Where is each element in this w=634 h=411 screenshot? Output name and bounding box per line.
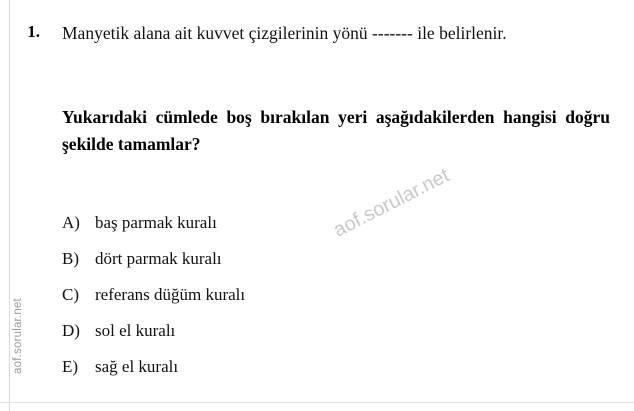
question-stem: Manyetik alana ait kuvvet çizgilerinin yönü ------- ile belirlenir. — [62, 23, 507, 43]
center-watermark: aof.sorular.net — [330, 164, 453, 242]
option-b[interactable] — [62, 249, 582, 285]
answer-options — [62, 213, 582, 393]
option-d-letter: D) — [62, 321, 80, 340]
option-d-text: sol el kuralı — [95, 321, 176, 340]
option-a-letter: A) — [62, 213, 80, 232]
option-d[interactable] — [62, 321, 582, 357]
option-c-text: referans düğüm kuralı — [95, 285, 246, 304]
option-b-letter: B) — [62, 249, 79, 268]
bottom-rule — [0, 402, 634, 403]
option-b-text: dört parmak kuralı — [95, 249, 222, 268]
option-e-text: sağ el kuralı — [95, 357, 179, 376]
side-watermark: aof.sorular.net — [12, 298, 24, 374]
option-c[interactable] — [62, 285, 582, 321]
question-number: 1. — [27, 22, 40, 41]
option-a[interactable] — [62, 213, 582, 249]
option-c-letter: C) — [62, 285, 79, 304]
option-e[interactable] — [62, 357, 582, 393]
question-prompt: Yukarıdaki cümlede boş bırakılan yeri aşağıdakilerden hangisi doğru şekilde tamamlar? — [62, 107, 610, 154]
left-margin-rule — [9, 0, 10, 411]
option-a-text: baş parmak kuralı — [95, 213, 217, 232]
option-e-letter: E) — [62, 357, 79, 376]
